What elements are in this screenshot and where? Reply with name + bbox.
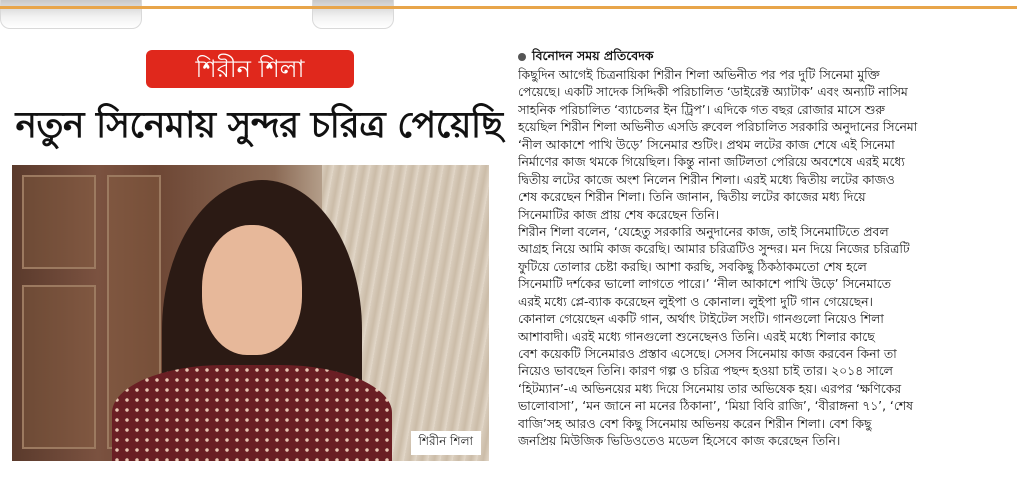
article-body-line: হয়েছিল শিরীন শিলা অভিনীত এসডি রুবেল পরিচালিত সরকারি অনুদানের সিনেমা [518, 120, 918, 135]
article-body-line: নিয়েও ভাবছেন তিনি। কারণ গল্প ও চরিত্র পছন্দ হওয়া চাই তার। ২০১৪ সালে [518, 364, 893, 379]
top-rule [0, 6, 1017, 9]
article-body-line: নির্মাণের কাজ থমকে গিয়েছিল। কিন্তু নানা জটিলতা পেরিয়ে অবশেষে এরই মধ্যে [518, 155, 905, 170]
wall-panel [22, 285, 96, 449]
article-body-line: সিনেমাটির কাজ প্রায় শেষ করেছেন তিনি। [518, 207, 720, 222]
bullet-icon [518, 53, 526, 61]
article-body-line: ‘নীল আকাশে পাখি উড়ে’ সিনেমার শুটিং। প্রথম লটের কাজ শেষে এই সিনেমা [518, 137, 895, 152]
article-body-line: শিরীন শিলা বলেন, ‘যেহেতু সরকারি অনুদানের কাজ, তাই সিনেমাটিতে প্রবল [518, 224, 889, 239]
article-body-line: ভালোবাসা’, ‘মন জানে না মনের ঠিকানা’, ‘মিয়া বিবি রাজি’, ‘বীরাঙ্গনা ৭১’, ‘শেষ [518, 399, 913, 414]
article-body-line: জনপ্রিয় মিউজিক ভিডিওতেও মডেল হিসেবে কাজ করেছেন তিনি। [518, 434, 841, 449]
article-body-line: আগ্রহ নিয়ে আমি কাজ করেছি। আমার চরিত্রটিও সুন্দর। মন দিয়ে নিজের চরিত্রটি [518, 242, 910, 257]
article-body-line: দ্বিতীয় লটের কাজে অংশ নিলেন শিরীন শিলা। এরই মধ্যে দ্বিতীয় লটের কাজও [518, 172, 895, 187]
byline-text: বিনোদন সময় প্রতিবেদক [532, 48, 654, 63]
article-body-line: ‘হিটম্যান’-এ অভিনয়ের মধ্য দিয়ে সিনেমায় তার অভিষেক হয়। এরপর ‘ক্ষণিকের [518, 381, 902, 396]
portrait-face [202, 225, 302, 355]
headline: নতুন সিনেমায় সুন্দর চরিত্র পেয়েছি [15, 105, 503, 146]
byline [518, 47, 1008, 67]
article-body-line: কোনাল গেয়েছেন একটি গান, অর্থাৎ টাইটেল সংটি। গানগুলো নিয়েও শিলা [518, 312, 884, 327]
article-body-line: শেষ করেছেন শিরীন শিলা। তিনি জানান, দ্বিতীয় লটের কাজের মধ্য দিয়ে [518, 190, 866, 205]
article-body-line: এরই মধ্যে প্লে-ব্যাক করেছেন লুইপা ও কোনাল। লুইপা দুটি গান গেয়েছেন। [518, 294, 873, 309]
top-cropped-image-left [0, 0, 142, 29]
article-column [518, 47, 1008, 451]
photo-caption: শিরীন শিলা [411, 431, 482, 455]
article-body-line: আশাবাদী। এরই মধ্যে গানগুলো শুনেছেনও তিনি। এরই মধ্যে শিলার কাছে [518, 329, 875, 344]
article-body-line: কিছুদিন আগেই চিত্রনায়িকা শিরীন শিলা অভিনীত পর পর দুটি সিনেমা মুক্তি [518, 68, 880, 82]
article-body-line: পেয়েছে। একটি সাদেক সিদ্দিকী পরিচালিত ‘ডাইরেক্ট অ্যাটাক’ এবং অন্যটি নাসিম [518, 85, 908, 100]
portrait-dress [112, 365, 392, 461]
article-body-line: ফুটিয়ে তোলার চেষ্টা করছি। আশা করছি, সবকিছু ঠিকঠাকমতো শেষ হলে [518, 259, 867, 274]
top-cropped-image-right [312, 0, 394, 29]
article-body [518, 67, 1008, 451]
kicker-label: শিরীন শিলা [146, 50, 354, 88]
article-body-line: বেশ কয়েকটি সিনেমারও প্রস্তাব এসেছে। সেসব সিনেমায় কাজ করবেন কিনা তা [518, 347, 897, 361]
article-body-line: সাহনিক পরিচালিত ‘ব্যাচেলর ইন ট্রিপ’। এদিকে গত বছর রোজার মাসে শুরু [518, 102, 885, 117]
article-body-line: বাজি’সহ আরও বেশ কিছু সিনেমায় অভিনয় করেন শিরীন শিলা। বেশ কিছু [518, 416, 872, 431]
wall-panel [22, 175, 96, 269]
article-photo [12, 165, 489, 461]
article-body-line: সিনেমাটি দর্শকের ভালো লাগতে পারে।’ ‘নীল আকাশে পাখি উড়ে’ সিনেমাতে [518, 277, 891, 292]
